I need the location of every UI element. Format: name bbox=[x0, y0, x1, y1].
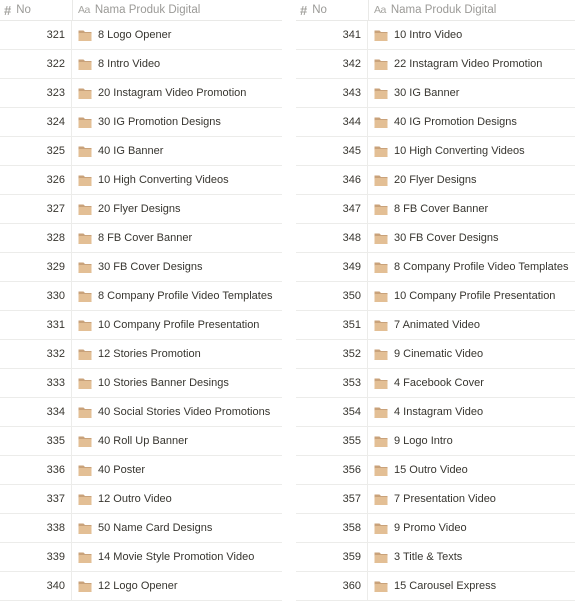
row-name-cell[interactable] bbox=[368, 543, 575, 571]
column-header-no[interactable] bbox=[296, 0, 368, 20]
column-header-name[interactable] bbox=[72, 0, 282, 20]
table-row[interactable] bbox=[296, 427, 575, 456]
product-name: 20 Flyer Designs bbox=[98, 203, 181, 215]
row-name-cell[interactable] bbox=[72, 195, 282, 223]
product-name: 10 Company Profile Presentation bbox=[394, 290, 556, 302]
folder-icon bbox=[77, 346, 93, 362]
row-name-cell[interactable] bbox=[72, 572, 282, 600]
row-name-cell[interactable] bbox=[72, 456, 282, 484]
table-row[interactable] bbox=[296, 398, 575, 427]
product-name: 12 Outro Video bbox=[98, 493, 172, 505]
table-row[interactable] bbox=[0, 21, 282, 50]
text-property-icon: Aa bbox=[374, 4, 386, 16]
folder-icon bbox=[373, 230, 389, 246]
row-number: 351 bbox=[296, 311, 368, 339]
product-name: 4 Instagram Video bbox=[394, 406, 484, 418]
folder-icon bbox=[373, 491, 389, 507]
row-number: 346 bbox=[296, 166, 368, 194]
row-number: 333 bbox=[0, 369, 72, 397]
column-header-name[interactable] bbox=[368, 0, 575, 20]
folder-icon bbox=[373, 85, 389, 101]
row-name-cell[interactable] bbox=[368, 485, 575, 513]
product-name: 40 Social Stories Video Promotions bbox=[98, 406, 271, 418]
row-number: 341 bbox=[296, 21, 368, 49]
product-name: 8 Company Profile Video Templates bbox=[394, 261, 569, 273]
row-name-cell[interactable] bbox=[72, 514, 282, 542]
product-name: 50 Name Card Designs bbox=[98, 522, 213, 534]
table-row[interactable] bbox=[0, 253, 282, 282]
column-header-no[interactable] bbox=[0, 0, 72, 20]
row-name-cell[interactable] bbox=[72, 543, 282, 571]
folder-icon bbox=[373, 172, 389, 188]
table-row[interactable] bbox=[0, 108, 282, 137]
row-name-cell[interactable] bbox=[368, 311, 575, 339]
folder-icon bbox=[77, 288, 93, 304]
folder-icon bbox=[373, 346, 389, 362]
table-row[interactable] bbox=[0, 79, 282, 108]
row-name-cell[interactable] bbox=[72, 398, 282, 426]
product-name: 4 Facebook Cover bbox=[394, 377, 484, 389]
row-number: 357 bbox=[296, 485, 368, 513]
product-name: 7 Animated Video bbox=[394, 319, 481, 331]
folder-icon bbox=[77, 549, 93, 565]
product-name: 12 Logo Opener bbox=[98, 580, 178, 592]
folder-icon bbox=[77, 404, 93, 420]
product-name: 10 High Converting Videos bbox=[98, 174, 229, 186]
column-label: No bbox=[16, 4, 31, 16]
product-name: 10 Intro Video bbox=[394, 29, 463, 41]
row-name-cell[interactable] bbox=[72, 311, 282, 339]
table-row[interactable] bbox=[296, 311, 575, 340]
folder-icon bbox=[373, 288, 389, 304]
row-name-cell[interactable] bbox=[368, 224, 575, 252]
row-name-cell[interactable] bbox=[368, 137, 575, 165]
folder-icon bbox=[373, 143, 389, 159]
folder-icon bbox=[373, 462, 389, 478]
row-number: 358 bbox=[296, 514, 368, 542]
product-name: 3 Title & Texts bbox=[394, 551, 463, 563]
row-number: 332 bbox=[0, 340, 72, 368]
product-name: 10 High Converting Videos bbox=[394, 145, 525, 157]
table-header bbox=[0, 0, 282, 21]
table-body bbox=[296, 21, 575, 601]
hash-icon: # bbox=[4, 2, 12, 18]
table-row[interactable] bbox=[296, 166, 575, 195]
table-row[interactable] bbox=[296, 224, 575, 253]
row-number: 349 bbox=[296, 253, 368, 281]
table-row[interactable] bbox=[296, 456, 575, 485]
table-header bbox=[296, 0, 575, 21]
row-number: 330 bbox=[0, 282, 72, 310]
folder-icon bbox=[77, 375, 93, 391]
folder-icon bbox=[77, 578, 93, 594]
product-name: 12 Stories Promotion bbox=[98, 348, 201, 360]
product-name: 20 Instagram Video Promotion bbox=[98, 87, 247, 99]
table-row[interactable] bbox=[0, 195, 282, 224]
row-name-cell[interactable] bbox=[368, 340, 575, 368]
row-name-cell[interactable] bbox=[72, 427, 282, 455]
product-name: 8 Intro Video bbox=[98, 58, 161, 70]
table-row[interactable] bbox=[296, 79, 575, 108]
row-number: 347 bbox=[296, 195, 368, 223]
row-number: 328 bbox=[0, 224, 72, 252]
product-name: 15 Carousel Express bbox=[394, 580, 497, 592]
product-name: 40 IG Promotion Designs bbox=[394, 116, 517, 128]
row-number: 356 bbox=[296, 456, 368, 484]
table-row[interactable] bbox=[296, 514, 575, 543]
folder-icon bbox=[373, 433, 389, 449]
row-name-cell[interactable] bbox=[368, 369, 575, 397]
product-name: 22 Instagram Video Promotion bbox=[394, 58, 543, 70]
table-row[interactable] bbox=[0, 427, 282, 456]
product-name: 40 Roll Up Banner bbox=[98, 435, 188, 447]
row-number: 345 bbox=[296, 137, 368, 165]
product-name: 30 IG Banner bbox=[394, 87, 460, 99]
hash-icon: # bbox=[300, 2, 308, 18]
row-name-cell[interactable] bbox=[72, 224, 282, 252]
table-row[interactable] bbox=[0, 311, 282, 340]
table-row[interactable] bbox=[296, 369, 575, 398]
column-label: No bbox=[312, 4, 327, 16]
folder-icon bbox=[373, 259, 389, 275]
folder-icon bbox=[373, 520, 389, 536]
column-label: Nama Produk Digital bbox=[94, 4, 201, 16]
folder-icon bbox=[373, 201, 389, 217]
row-name-cell[interactable] bbox=[72, 79, 282, 107]
table-row[interactable] bbox=[296, 195, 575, 224]
folder-icon bbox=[373, 114, 389, 130]
row-number: 344 bbox=[296, 108, 368, 136]
folder-icon bbox=[77, 114, 93, 130]
product-name: 8 FB Cover Banner bbox=[394, 203, 489, 215]
row-name-cell[interactable] bbox=[72, 340, 282, 368]
table-body bbox=[0, 21, 282, 601]
folder-icon bbox=[77, 172, 93, 188]
row-number: 359 bbox=[296, 543, 368, 571]
folder-icon bbox=[77, 491, 93, 507]
row-name-cell[interactable] bbox=[72, 108, 282, 136]
product-name: 10 Stories Banner Desings bbox=[98, 377, 229, 389]
row-number: 338 bbox=[0, 514, 72, 542]
table-row[interactable] bbox=[296, 340, 575, 369]
row-name-cell[interactable] bbox=[368, 50, 575, 78]
table-row[interactable] bbox=[296, 572, 575, 601]
row-name-cell[interactable] bbox=[368, 282, 575, 310]
folder-icon bbox=[77, 27, 93, 43]
row-number: 352 bbox=[296, 340, 368, 368]
product-name: 8 FB Cover Banner bbox=[98, 232, 193, 244]
folder-icon bbox=[77, 433, 93, 449]
text-property-icon: Aa bbox=[78, 4, 90, 16]
table-row[interactable] bbox=[296, 485, 575, 514]
row-number: 342 bbox=[296, 50, 368, 78]
table-row[interactable] bbox=[0, 543, 282, 572]
row-name-cell[interactable] bbox=[72, 369, 282, 397]
folder-icon bbox=[373, 56, 389, 72]
row-number: 340 bbox=[0, 572, 72, 600]
product-name: 10 Company Profile Presentation bbox=[98, 319, 260, 331]
table-row[interactable] bbox=[0, 398, 282, 427]
product-name: 30 FB Cover Designs bbox=[394, 232, 499, 244]
table-row[interactable] bbox=[296, 108, 575, 137]
table-row[interactable] bbox=[0, 224, 282, 253]
folder-icon bbox=[373, 375, 389, 391]
row-number: 321 bbox=[0, 21, 72, 49]
row-number: 322 bbox=[0, 50, 72, 78]
column-label: Nama Produk Digital bbox=[390, 4, 497, 16]
row-number: 335 bbox=[0, 427, 72, 455]
row-number: 360 bbox=[296, 572, 368, 600]
row-number: 323 bbox=[0, 79, 72, 107]
folder-icon bbox=[77, 462, 93, 478]
row-number: 331 bbox=[0, 311, 72, 339]
table-row[interactable] bbox=[0, 572, 282, 601]
product-name: 9 Cinematic Video bbox=[394, 348, 484, 360]
row-name-cell[interactable] bbox=[72, 137, 282, 165]
table-row[interactable] bbox=[0, 340, 282, 369]
row-number: 350 bbox=[296, 282, 368, 310]
row-number: 355 bbox=[296, 427, 368, 455]
table-row[interactable] bbox=[296, 253, 575, 282]
row-name-cell[interactable] bbox=[368, 514, 575, 542]
row-name-cell[interactable] bbox=[72, 50, 282, 78]
row-name-cell[interactable] bbox=[368, 79, 575, 107]
product-name: 9 Promo Video bbox=[394, 522, 467, 534]
row-name-cell[interactable] bbox=[368, 195, 575, 223]
row-name-cell[interactable] bbox=[368, 398, 575, 426]
folder-icon bbox=[373, 317, 389, 333]
product-name: 14 Movie Style Promotion Video bbox=[98, 551, 255, 563]
product-name: 9 Logo Intro bbox=[394, 435, 453, 447]
product-name: 30 FB Cover Designs bbox=[98, 261, 203, 273]
folder-icon bbox=[77, 520, 93, 536]
row-number: 325 bbox=[0, 137, 72, 165]
folder-icon bbox=[77, 56, 93, 72]
folder-icon bbox=[77, 201, 93, 217]
row-number: 324 bbox=[0, 108, 72, 136]
product-name: 40 IG Banner bbox=[98, 145, 164, 157]
product-name: 30 IG Promotion Designs bbox=[98, 116, 221, 128]
row-number: 329 bbox=[0, 253, 72, 281]
table-row[interactable] bbox=[296, 21, 575, 50]
row-name-cell[interactable] bbox=[368, 108, 575, 136]
table-row[interactable] bbox=[0, 50, 282, 79]
row-name-cell[interactable] bbox=[72, 21, 282, 49]
folder-icon bbox=[77, 259, 93, 275]
table-row[interactable] bbox=[0, 369, 282, 398]
folder-icon bbox=[77, 317, 93, 333]
table-row[interactable] bbox=[0, 485, 282, 514]
folder-icon bbox=[373, 578, 389, 594]
table-row[interactable] bbox=[0, 514, 282, 543]
row-name-cell[interactable] bbox=[368, 572, 575, 600]
row-name-cell[interactable] bbox=[72, 282, 282, 310]
table-row[interactable] bbox=[0, 456, 282, 485]
row-name-cell[interactable] bbox=[368, 456, 575, 484]
product-name: 8 Logo Opener bbox=[98, 29, 172, 41]
row-name-cell[interactable] bbox=[368, 427, 575, 455]
folder-icon bbox=[373, 27, 389, 43]
row-number: 339 bbox=[0, 543, 72, 571]
table-row[interactable] bbox=[296, 137, 575, 166]
folder-icon bbox=[77, 85, 93, 101]
product-name: 8 Company Profile Video Templates bbox=[98, 290, 273, 302]
row-name-cell[interactable] bbox=[368, 166, 575, 194]
table-row[interactable] bbox=[0, 282, 282, 311]
row-number: 326 bbox=[0, 166, 72, 194]
product-name: 20 Flyer Designs bbox=[394, 174, 477, 186]
table-row[interactable] bbox=[0, 166, 282, 195]
product-name: 15 Outro Video bbox=[394, 464, 468, 476]
row-name-cell[interactable] bbox=[72, 253, 282, 281]
table-row[interactable] bbox=[296, 50, 575, 79]
row-name-cell[interactable] bbox=[368, 21, 575, 49]
row-name-cell[interactable] bbox=[72, 485, 282, 513]
row-name-cell[interactable] bbox=[72, 166, 282, 194]
table-row[interactable] bbox=[296, 543, 575, 572]
folder-icon bbox=[77, 143, 93, 159]
row-number: 336 bbox=[0, 456, 72, 484]
table-row[interactable] bbox=[0, 137, 282, 166]
row-number: 343 bbox=[296, 79, 368, 107]
folder-icon bbox=[373, 549, 389, 565]
row-number: 354 bbox=[296, 398, 368, 426]
product-name: 40 Poster bbox=[98, 464, 146, 476]
table-right bbox=[296, 0, 575, 592]
row-number: 337 bbox=[0, 485, 72, 513]
table-row[interactable] bbox=[296, 282, 575, 311]
row-number: 327 bbox=[0, 195, 72, 223]
folder-icon bbox=[373, 404, 389, 420]
row-number: 353 bbox=[296, 369, 368, 397]
folder-icon bbox=[77, 230, 93, 246]
row-number: 348 bbox=[296, 224, 368, 252]
row-name-cell[interactable] bbox=[368, 253, 575, 281]
product-name: 7 Presentation Video bbox=[394, 493, 496, 505]
table-left bbox=[0, 0, 282, 592]
row-number: 334 bbox=[0, 398, 72, 426]
